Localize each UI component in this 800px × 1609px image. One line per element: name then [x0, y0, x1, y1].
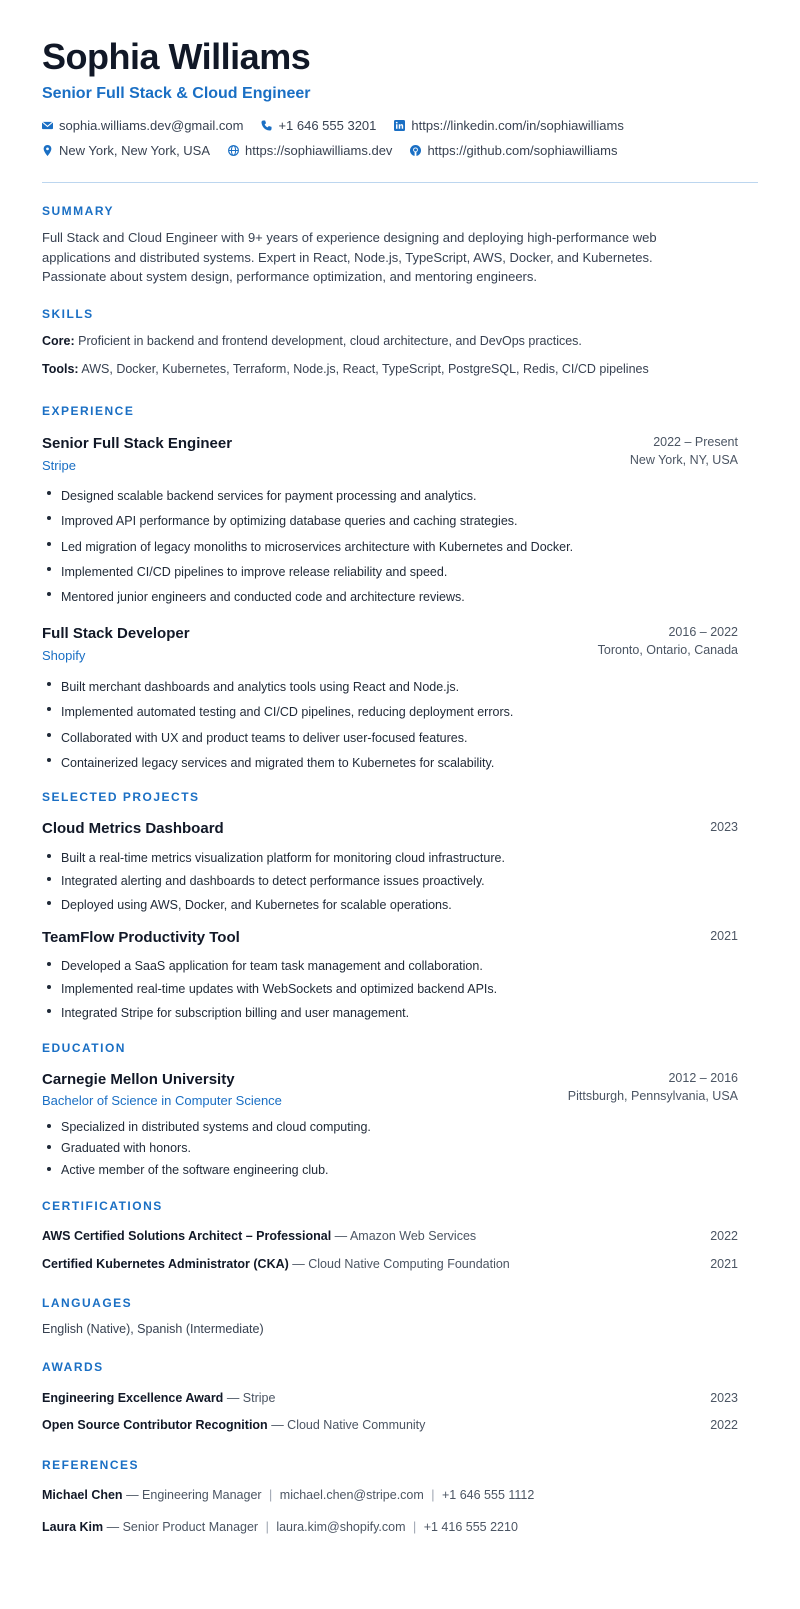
award-year: 2022: [710, 1418, 738, 1432]
reference-item: [42, 1488, 738, 1502]
job-company: Shopify: [42, 648, 86, 663]
project-year: 2021: [710, 929, 738, 943]
list-item: Designed scalable backend services for payment processing and analytics.: [42, 484, 722, 509]
list-item: Specialized in distributed systems and cloud computing.: [42, 1117, 722, 1138]
certifications-heading: CERTIFICATIONS: [42, 1199, 163, 1213]
separator: |: [412, 1520, 417, 1534]
separator: |: [431, 1488, 435, 1502]
certification-item: [42, 1257, 738, 1271]
certification-year: 2021: [710, 1257, 738, 1271]
list-item: Active member of the software engineering club.: [42, 1160, 722, 1181]
list-item: Implemented real-time updates with WebSockets and optimized backend APIs.: [42, 978, 722, 1001]
skills-heading: SKILLS: [42, 307, 94, 321]
reference-role: — Engineering Manager: [126, 1488, 262, 1502]
contact-row-2: [42, 143, 635, 158]
list-item: Implemented automated testing and CI/CD pipelines, reducing deployment errors.: [42, 700, 722, 725]
job-location: Toronto, Ontario, Canada: [597, 643, 738, 657]
project-year: 2023: [710, 820, 738, 834]
experience-heading: EXPERIENCE: [42, 404, 135, 418]
reference-role: — Senior Product Manager: [106, 1520, 259, 1534]
list-item: Integrated Stripe for subscription billing and user management.: [42, 1002, 722, 1025]
award-name: Engineering Excellence Award: [42, 1391, 224, 1405]
skills-core: [42, 334, 582, 348]
certification-name: Certified Kubernetes Administrator (CKA): [42, 1257, 289, 1271]
award-issuer: — Cloud Native Community: [271, 1418, 426, 1432]
projects-heading: SELECTED PROJECTS: [42, 790, 200, 804]
separator: |: [265, 1520, 269, 1534]
award-name: Open Source Contributor Recognition: [42, 1418, 268, 1432]
reference-phone: +1 416 555 2210: [423, 1520, 518, 1534]
list-item: Led migration of legacy monoliths to microservices architecture with Kubernetes and Docker.: [42, 535, 722, 560]
reference-phone: +1 646 555 1112: [442, 1488, 535, 1502]
award-year: 2023: [710, 1391, 738, 1405]
header-divider: [42, 182, 758, 183]
certification-name: AWS Certified Solutions Architect – Professional: [42, 1229, 332, 1243]
list-item: Containerized legacy services and migrated them to Kubernetes for scalability.: [42, 751, 722, 776]
reference-item: [42, 1520, 738, 1534]
list-item: Built merchant dashboards and analytics tools using React and Node.js.: [42, 675, 722, 700]
languages-text: English (Native), Spanish (Intermediate): [42, 1322, 264, 1336]
location-contact: [42, 143, 210, 158]
skills-core-label: Core:: [42, 334, 75, 348]
award-issuer: — Stripe: [226, 1391, 276, 1405]
email-contact[interactable]: [42, 118, 243, 133]
job-location: New York, NY, USA: [629, 453, 738, 467]
candidate-title: Senior Full Stack & Cloud Engineer: [42, 85, 311, 102]
envelope-icon: [42, 120, 53, 131]
website-contact[interactable]: [228, 143, 392, 158]
linkedin-contact[interactable]: [394, 118, 623, 133]
job-bullets: [42, 675, 722, 776]
list-item: Built a real-time metrics visualization platform for monitoring cloud infrastructure.: [42, 847, 722, 870]
linkedin-icon: [394, 120, 405, 131]
list-item: Improved API performance by optimizing database queries and caching strategies.: [42, 509, 722, 534]
candidate-name: Sophia Williams: [42, 36, 311, 77]
awards-heading: AWARDS: [42, 1360, 104, 1374]
location-pin-icon: [42, 145, 53, 156]
skills-tools-label: Tools:: [42, 362, 79, 376]
certification-year: 2022: [710, 1229, 738, 1243]
phone-icon: [261, 120, 272, 131]
award-item: [42, 1391, 738, 1405]
education-heading: EDUCATION: [42, 1041, 126, 1055]
github-text: https://github.com/sophiawilliams: [427, 143, 618, 158]
certification-issuer: — Amazon Web Services: [334, 1229, 477, 1243]
location-text: New York, New York, USA: [59, 143, 211, 158]
email-text: sophia.williams.dev@gmail.com: [59, 118, 244, 133]
education-bullets: [42, 1117, 722, 1181]
summary-text: Full Stack and Cloud Engineer with 9+ years of experience designing and deploying high-performance web applications and distributed systems. Expert in React, Node.js, TypeScript, AWS, Docker, and Kubernetes. Passionate about system design, performance optimization, and mentoring engineers.: [42, 230, 657, 284]
job-dates: 2022 – Present: [653, 435, 738, 449]
list-item: Developed a SaaS application for team task management and collaboration.: [42, 955, 722, 978]
list-item: Deployed using AWS, Docker, and Kubernetes for scalable operations.: [42, 894, 722, 917]
certification-issuer: — Cloud Native Computing Foundation: [292, 1257, 510, 1271]
reference-name: Michael Chen: [42, 1488, 123, 1502]
reference-email[interactable]: michael.chen@stripe.com: [279, 1488, 424, 1502]
linkedin-text: https://linkedin.com/in/sophiawilliams: [411, 118, 624, 133]
list-item: Graduated with honors.: [42, 1138, 722, 1159]
references-heading: REFERENCES: [42, 1458, 140, 1472]
job-title: Full Stack Developer: [42, 625, 190, 642]
github-contact[interactable]: [410, 143, 617, 158]
certification-item: [42, 1229, 738, 1243]
reference-email[interactable]: laura.kim@shopify.com: [276, 1520, 406, 1534]
education-location: Pittsburgh, Pennsylvania, USA: [567, 1089, 738, 1103]
job-title: Senior Full Stack Engineer: [42, 435, 233, 452]
job-dates: 2016 – 2022: [668, 625, 738, 639]
skills-tools: [42, 362, 649, 376]
reference-name: Laura Kim: [42, 1520, 104, 1534]
degree: Bachelor of Science in Computer Science: [42, 1093, 282, 1108]
list-item: Implemented CI/CD pipelines to improve release reliability and speed.: [42, 560, 722, 585]
project-bullets: [42, 955, 722, 1025]
list-item: Collaborated with UX and product teams to deliver user-focused features.: [42, 726, 722, 751]
project-title: TeamFlow Productivity Tool: [42, 929, 240, 946]
school-name: Carnegie Mellon University: [42, 1071, 235, 1088]
project-bullets: [42, 847, 722, 917]
list-item: Mentored junior engineers and conducted code and architecture reviews.: [42, 585, 722, 610]
job-company: Stripe: [42, 458, 76, 473]
award-item: [42, 1418, 738, 1432]
phone-contact[interactable]: [261, 118, 376, 133]
job-bullets: [42, 484, 722, 610]
project-title: Cloud Metrics Dashboard: [42, 820, 224, 837]
summary-heading: SUMMARY: [42, 204, 115, 218]
github-icon: [410, 145, 421, 156]
website-text: https://sophiawilliams.dev: [245, 143, 393, 158]
globe-icon: [228, 145, 239, 156]
separator: |: [269, 1488, 273, 1502]
languages-heading: LANGUAGES: [42, 1296, 133, 1310]
skills-core-text: Proficient in backend and frontend development, cloud architecture, and DevOps practices.: [78, 334, 582, 348]
skills-tools-text: AWS, Docker, Kubernetes, Terraform, Node.js, React, TypeScript, PostgreSQL, Redis, CI/CD pipelines: [81, 362, 649, 376]
list-item: Integrated alerting and dashboards to detect performance issues proactively.: [42, 870, 722, 893]
education-dates: 2012 – 2016: [668, 1071, 738, 1085]
contact-row-1: [42, 118, 642, 133]
phone-text: +1 646 555 3201: [278, 118, 377, 133]
